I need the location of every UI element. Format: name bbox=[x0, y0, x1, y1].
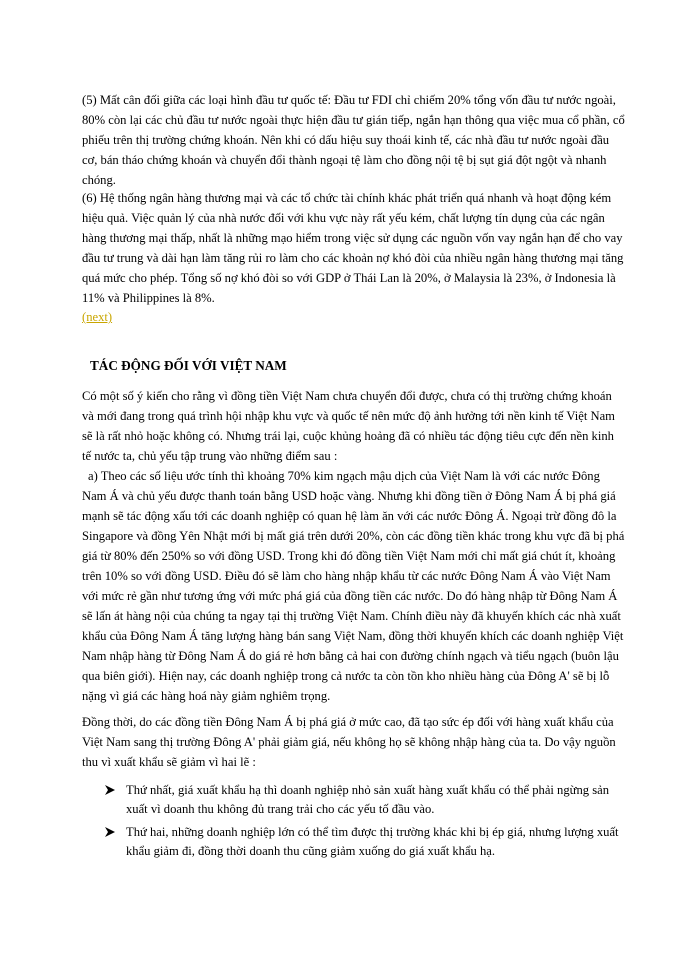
bullet-list bbox=[104, 781, 626, 865]
bullet-text: Thứ hai, những doanh nghiệp lớn có thể tìm được thị trường khác khi bị ép giá, nhưng lượng xuất khẩu giảm đi, đồng thời doanh thu cũng giảm xuống do giá xuất khẩu hạ. bbox=[126, 825, 619, 858]
paragraph-6: (6) Hệ thống ngân hàng thương mại và các tổ chức tài chính khác phát triển quá nhanh và hoạt động kém hiệu quả. Việc quản lý của nhà nước đối với khu vực này rất yếu kém, chất lượng tín dụng của các ngân hàng thương mại thấp, nhất là những mạo hiểm trong việc sử dụng các nguồn vốn vay ngắn hạn để cho vay đầu tư trung và dài hạn làm tăng rủi ro làm cho các khoản nợ khó đòi của nhiều ngân hàng thương mại tăng quá mức cho phép. Tổng số nợ khó đòi so với GDP ở Thái Lan là 20%, ở Malaysia là 23%, ở Indonesia là 11% và Philippines là 8%. bbox=[82, 191, 624, 305]
arrow-bullet-icon bbox=[104, 784, 116, 796]
paragraph-5: (5) Mất cân đối giữa các loại hình đầu tư quốc tế: Đầu tư FDI chỉ chiếm 20% tổng vốn đầu tư nước ngoài, 80% còn lại các chủ đầu tư nước ngoài thực hiện đầu tư gián tiếp, ngắn hạn thông qua việc mua cổ phần, cổ phiếu trên thị trường chứng khoán. Nên khi có dấu hiệu suy thoái kinh tế, các nhà đầu tư nước ngoài đầu cơ, bán tháo chứng khoán và chuyển đổi thành ngoại tệ làm cho đồng nội tệ bị sụt giá đột ngột và nhanh chóng. bbox=[82, 93, 625, 187]
paragraph-b: Đồng thời, do các đồng tiền Đông Nam Á bị phá giá ở mức cao, đã tạo sức ép đối với hàng xuất khẩu của Việt Nam sang thị trường Đông A' phải giảm giá, nếu không họ sẽ không nhập hàng của ta. Do vậy nguồn thu vì xuất khẩu sẽ giảm vì hai lẽ : bbox=[82, 715, 616, 769]
list-item bbox=[104, 823, 626, 861]
next-link[interactable]: (next) bbox=[82, 310, 113, 324]
intro-paragraph: Có một số ý kiến cho rằng vì đồng tiền Việt Nam chưa chuyển đổi được, chưa có thị trường chứng khoán và mới đang trong quá trình hội nhập khu vực và quốc tế nên mức độ ảnh hưởng tới nền kinh tế Việt Nam sẽ là rất nhỏ hoặc không có. Nhưng trái lại, cuộc khủng hoảng đã có nhiều tác động tiêu cực đến nền kinh tế nước ta, chủ yếu tập trung vào những điểm sau : bbox=[82, 389, 615, 463]
arrow-bullet-icon bbox=[104, 826, 116, 838]
section-heading: TÁC ĐỘNG ĐỐI VỚI VIỆT NAM bbox=[90, 358, 287, 373]
paragraph-a: a) Theo các số liệu ước tính thì khoảng 70% kim ngạch mậu dịch của Việt Nam là với các nước Đông Nam Á và chủ yếu được thanh toán bằng USD hoặc vàng. Nhưng khi đồng tiền ở Đông Nam Á bị phá giá mạnh sẽ tác động xấu tới các doanh nghiệp có quan hệ làm ăn với các nước Đông Á. Ngoại trừ đồng đô la Singapore và đồng Yên Nhật mới bị mất giá trên dưới 20%, còn các đồng tiền khác trong khu vực đã bị phá giá từ 80% đến 250% so với đồng USD. Trong khi đó đồng tiền Việt Nam mới chỉ mất giá chút ít, khoảng trên 10% so với đồng USD. Điều đó sẽ làm cho hàng nhập khẩu từ các nước Đông Nam Á vào Việt Nam với mức rẻ gần như tương ứng với mức phá giá của đồng tiền các nước. Do đó hàng nhập từ Đông Nam Á sẽ lấn át hàng nội của chúng ta ngay tại thị trường Việt Nam. Chính điều này đã khuyến khích các nhà xuất khẩu của Đông Nam Á tăng lượng hàng bán sang Việt Nam, đồng thời khuyến khích các doanh nghiệp Việt Nam nhập hàng từ Đông Nam Á do giá rẻ hơn bằng cả hai con đường chính ngạch và tiểu ngạch (buôn lậu qua biên giới). Hiện nay, các doanh nghiệp trong cả nước ta còn tồn kho nhiều hàng của Đông A' sẽ bị lỗ nặng vì giá các hàng hoá này giảm nghiêm trọng. bbox=[82, 469, 625, 703]
bullet-text: Thứ nhất, giá xuất khẩu hạ thì doanh nghiệp nhỏ sản xuất hàng xuất khẩu có thể phải ngừng sản xuất vì doanh thu không đủ trang trải cho các yếu tố đầu vào. bbox=[126, 783, 610, 816]
list-item bbox=[104, 781, 626, 819]
